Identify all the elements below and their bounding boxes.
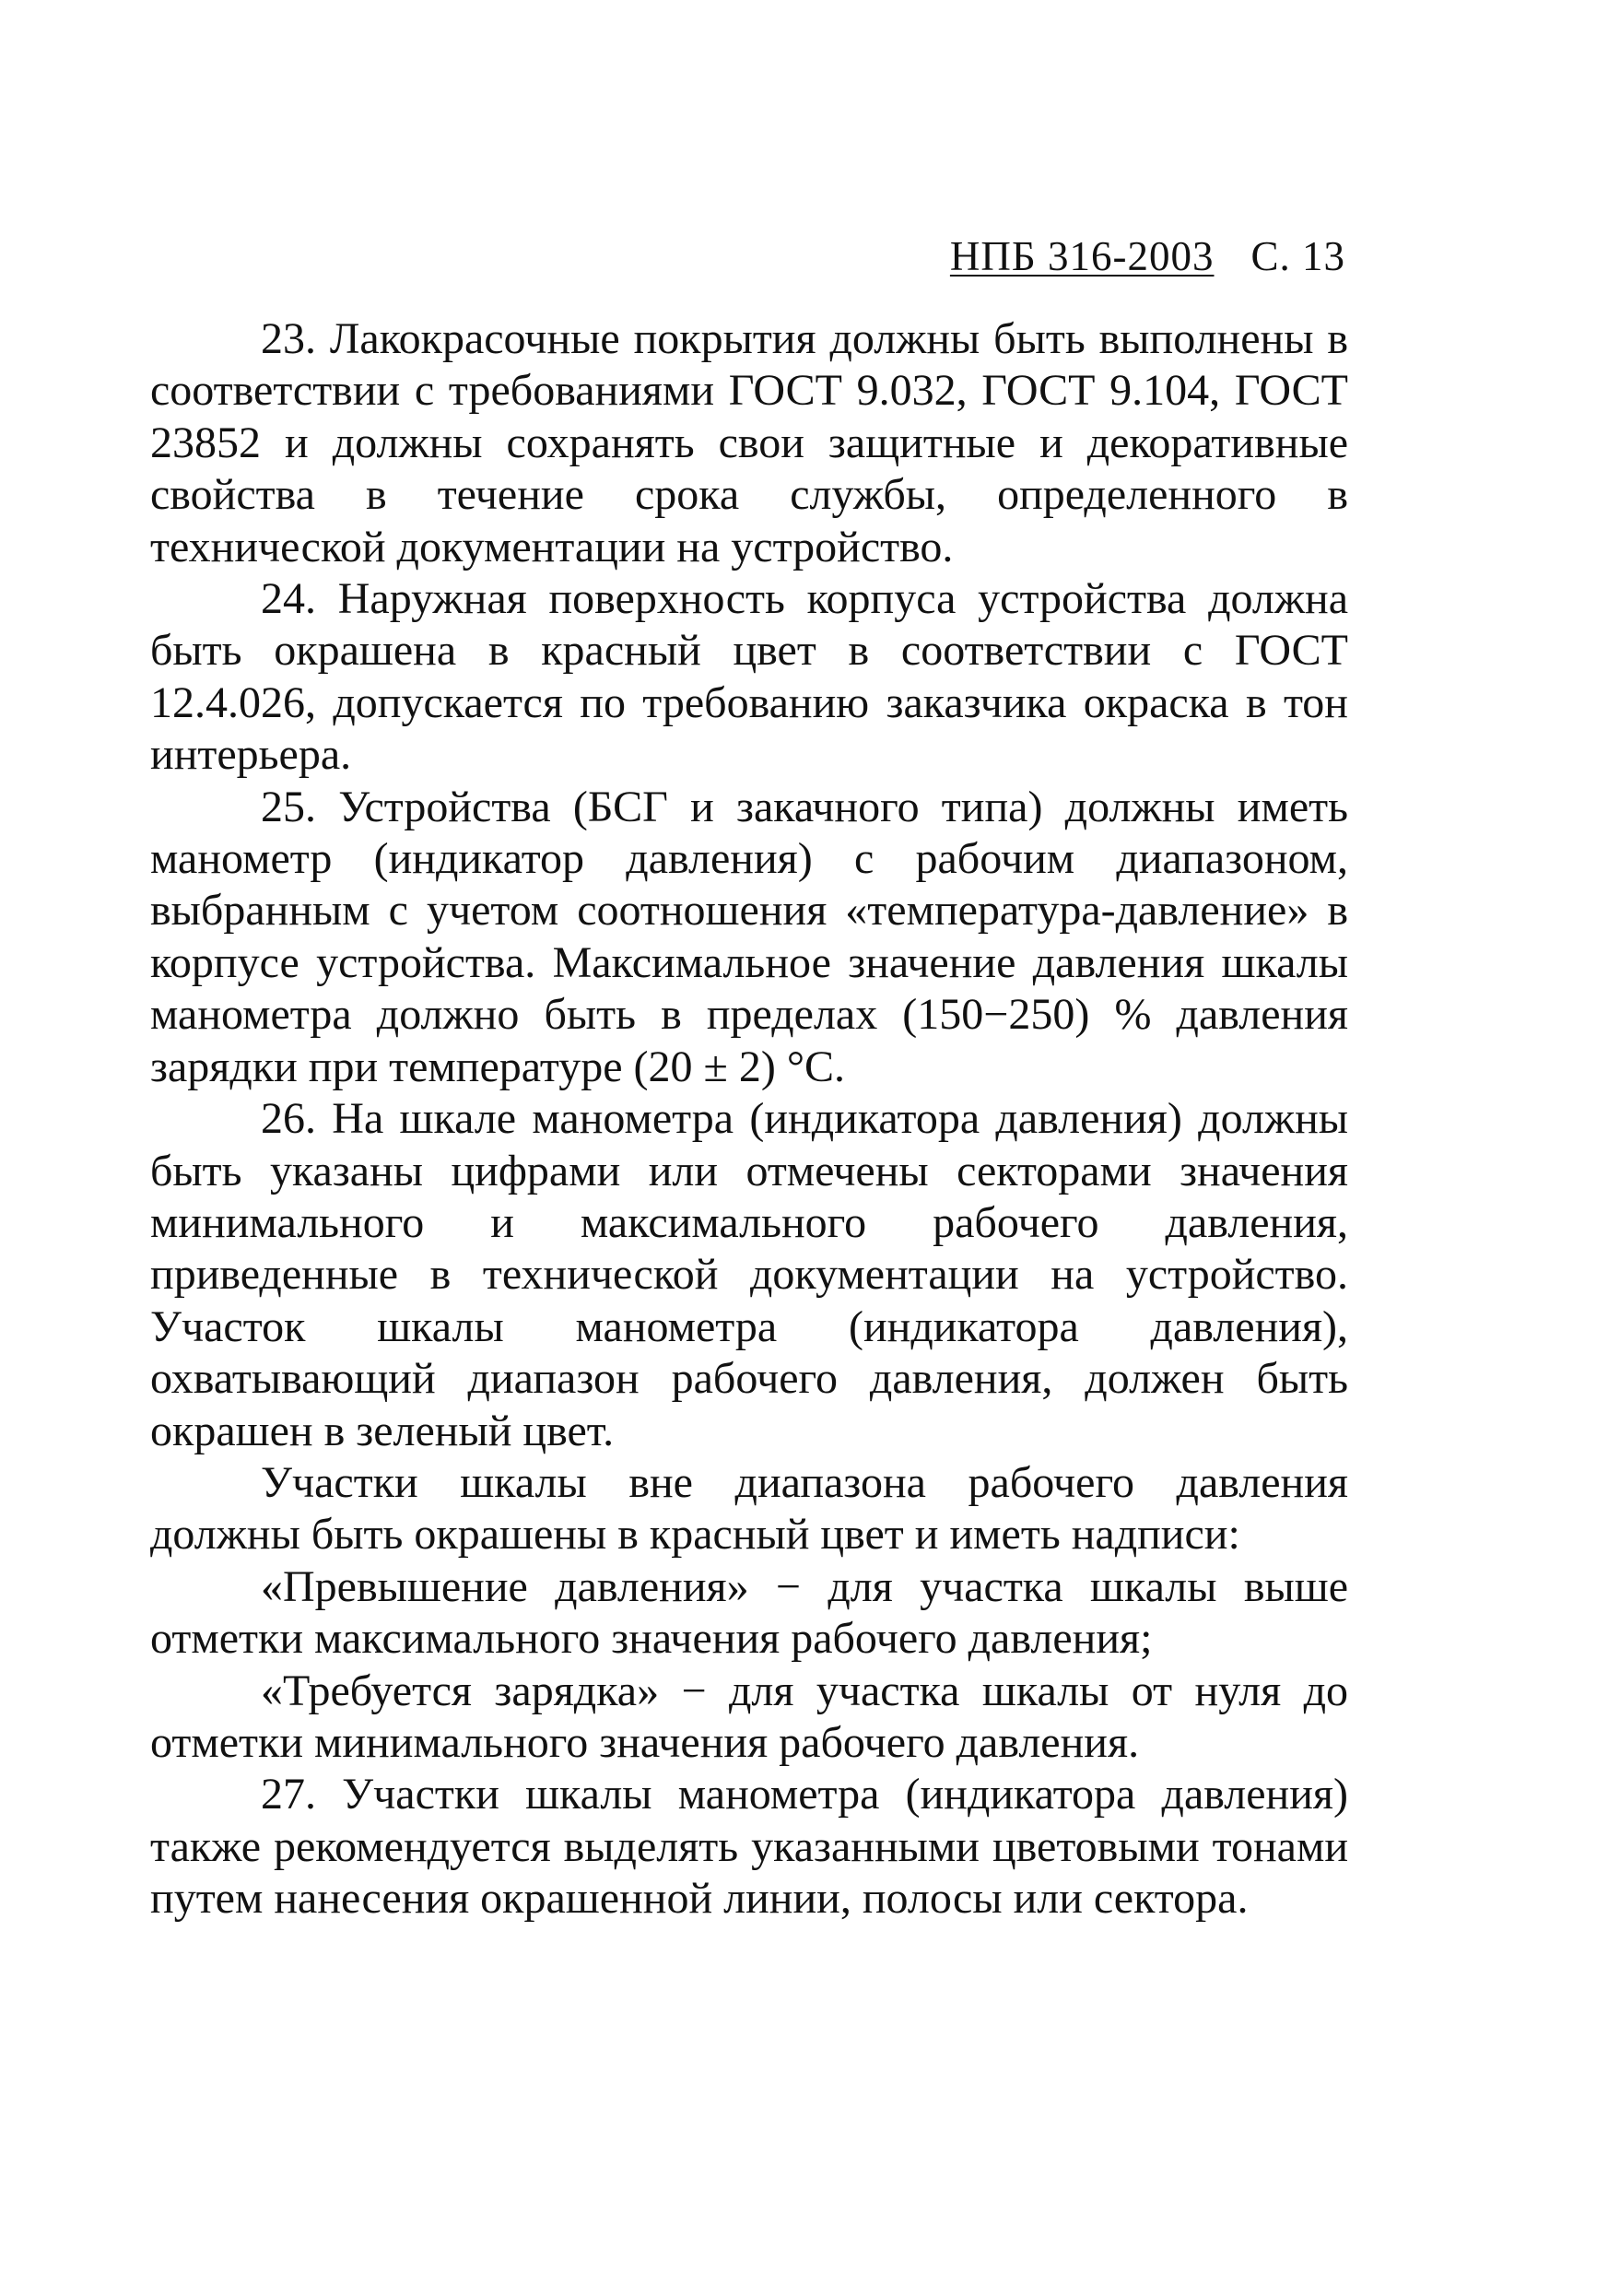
- page-number: С. 13: [1250, 233, 1345, 279]
- paragraph-27: 27. Участки шкалы манометра (индикатора давления) также рекомендуется выделять указанными цветовыми тонами путем нанесения окрашенной линии, полосы или сектора.: [150, 1770, 1348, 1924]
- paragraph-26-continuation: Участки шкалы вне диапазона рабочего давления должны быть окрашены в красный цвет и иметь надписи:: [150, 1457, 1348, 1560]
- paragraph-24: 24. Наружная поверхность корпуса устройства должна быть окрашена в красный цвет в соответствии с ГОСТ 12.4.026, допускается по требованию заказчика окраска в тон интерьера.: [150, 574, 1348, 780]
- page-header: [950, 230, 1345, 282]
- paragraph-26: 26. На шкале манометра (индикатора давления) должны быть указаны цифрами или отмечены секторами значения минимального и максимального рабочего давления, приведенные в технической документации на устройство. Участок шкалы манометра (индикатора давления), охватывающий диапазон рабочего давления, должен быть окрашен в зеленый цвет.: [150, 1094, 1348, 1455]
- paragraph-23: 23. Лакокрасочные покрытия должны быть выполнены в соответствии с требованиями ГОСТ 9.032, ГОСТ 9.104, ГОСТ 23852 и должны сохранять свои защитные и декоративные свойства в течение срока службы, определенного в технической документации на устройство.: [150, 314, 1348, 571]
- label-recharge-required: «Требуется зарядка» − для участка шкалы от нуля до отметки минимального значения рабочего давления.: [150, 1666, 1348, 1767]
- label-overpressure: «Превышение давления» − для участка шкалы выше отметки максимального значения рабочего давления;: [150, 1561, 1348, 1664]
- document-body: [150, 313, 1348, 1925]
- paragraph-25: 25. Устройства (БСГ и закачного типа) должны иметь манометр (индикатор давления) с рабочим диапазоном, выбранным с учетом соотношения «температура-давление» в корпусе устройства. Максимальное значение давления шкалы манометра должно быть в пределах (150−250) % давления зарядки при температуре (20 ± 2) °С.: [150, 782, 1348, 1091]
- document-code: НПБ 316-2003: [949, 233, 1215, 279]
